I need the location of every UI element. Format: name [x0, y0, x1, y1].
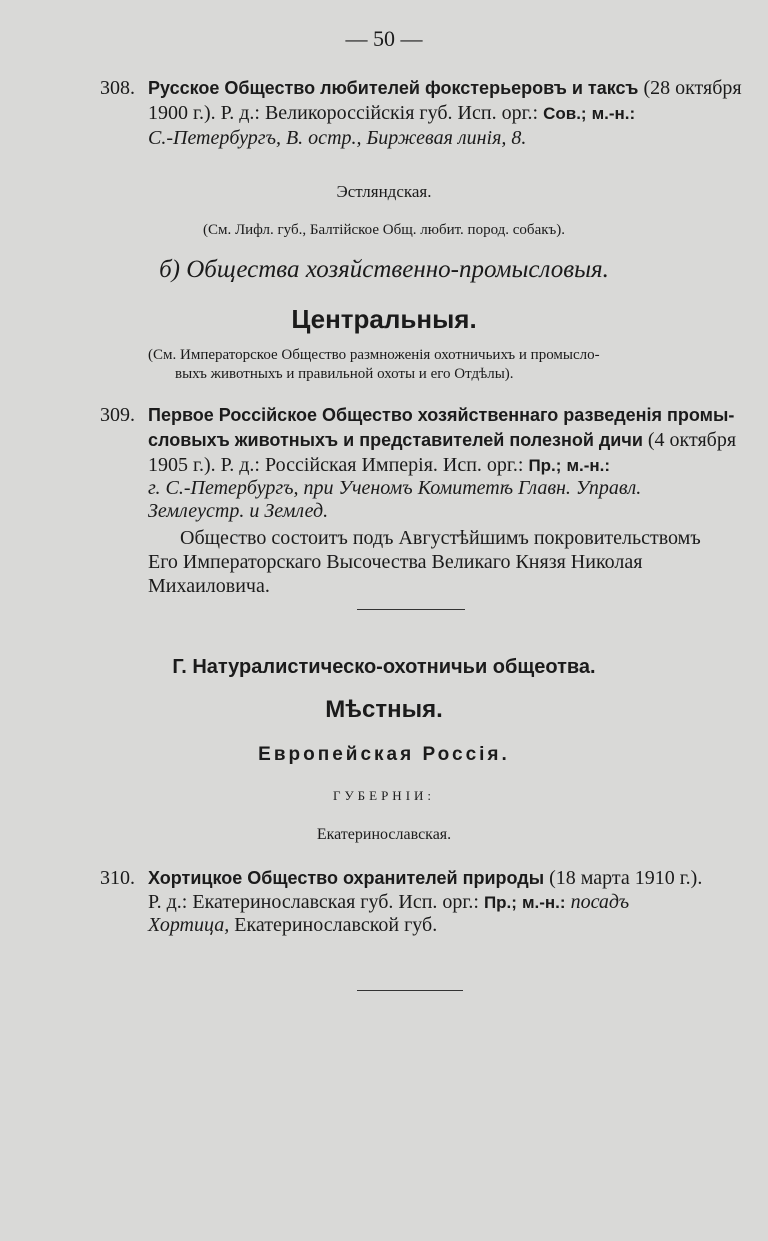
- europe-heading: Европейская Россія.: [258, 744, 510, 765]
- entry-308-address: С.-Петербургъ, В. остр., Биржевая линія, 8.: [148, 127, 527, 149]
- estonia-note: (См. Лифл. губ., Балтійское Общ. любит. пород. собакъ).: [202, 222, 566, 238]
- entry-309-line2-date: (4 октября: [647, 429, 737, 451]
- entry-308-title: Русское Общество любителей фокстерьеровъ и таксъ: [148, 78, 639, 98]
- section-g-heading: Г. Натуралистическо-охотничьи общеотва.: [172, 656, 596, 678]
- entry-310-place: посадъ: [570, 891, 630, 913]
- entry-308-org: Сов.;: [543, 104, 587, 123]
- entry-310-province: Екатеринославской губ.: [234, 914, 438, 936]
- provinces-heading: ГУБЕРНІИ:: [332, 788, 436, 803]
- entry-310-place-name: Хортица,: [148, 914, 230, 936]
- entry-309-line1: Первое Россійское Общество хозяйственнаго разведенія промы-: [148, 405, 735, 425]
- entry-308-rd: Р. д.: Великороссійскія губ. Исп. орг.:: [220, 102, 539, 124]
- entry-309-number: 309.: [100, 404, 135, 426]
- section-divider: [357, 609, 465, 610]
- entry-310-date: (18 марта 1910 г.).: [549, 867, 703, 889]
- entry-309-line3: [148, 453, 610, 478]
- entry-310-line3: [148, 913, 437, 937]
- entry-309-line5: Землеустр. и Землед.: [148, 500, 329, 522]
- page-number: — 50 —: [345, 26, 423, 51]
- section-b-heading: б) Общества хозяйственно-промысловыя.: [159, 256, 609, 283]
- entry-309-line3-rd: 1905 г.). Р. д.: Россійская Имперія. Исп. орг.:: [148, 454, 524, 476]
- entry-310-title: Хортицкое Общество охранителей природы: [148, 868, 545, 888]
- entry-308-date-a: (28 октября: [643, 77, 742, 99]
- entry-310-number: 310.: [100, 867, 135, 889]
- entry-310-mn: м.-н.:: [521, 893, 566, 912]
- entry-309-patron-line3: Михаиловича.: [148, 575, 270, 597]
- entry-310-org: Пр.;: [483, 893, 517, 912]
- entry-309-patron-line2: Его Императорскаго Высочества Великаго Князя Николая: [148, 551, 643, 573]
- central-note-line1: (См. Императорское Общество размноженія охотничьихъ и промысло-: [148, 347, 600, 363]
- entry-309-line4: г. С.-Петербургъ, при Ученомъ Комитетѣ Главн. Управл.: [148, 477, 642, 499]
- entry-310-line2: [148, 890, 629, 915]
- entry-308-number: 308.: [100, 77, 135, 99]
- entry-308-date-b: 1900 г.).: [148, 102, 216, 124]
- entry-309-line2-bold: словыхъ животныхъ и представителей полезной дичи: [148, 430, 643, 450]
- estonia-heading: Эстляндская.: [336, 182, 432, 201]
- entry-308-mn: м.-н.:: [591, 104, 636, 123]
- entry-308-line2: [148, 101, 635, 126]
- entry-309-patron-line1: Общество состоитъ подъ Августѣйшимъ покровительствомъ: [180, 527, 701, 549]
- entry-309-org: Пр.;: [528, 456, 562, 475]
- entry-310-line1: [148, 866, 702, 890]
- entry-309-mn: м.-н.:: [566, 456, 611, 475]
- entry-310-rd: Р. д.: Екатеринославская губ. Исп. орг.:: [148, 891, 479, 913]
- entry-308-line1: [148, 76, 742, 100]
- bottom-divider: [357, 990, 463, 991]
- central-note-line2: выхъ животныхъ и правильной охоты и его Отдѣлы).: [175, 366, 514, 382]
- central-heading: Центральныя.: [291, 304, 477, 334]
- local-heading: Мѣстныя.: [325, 696, 443, 723]
- ekaterinoslav-heading: Екатеринославская.: [316, 826, 452, 843]
- entry-309-line2: [148, 428, 736, 452]
